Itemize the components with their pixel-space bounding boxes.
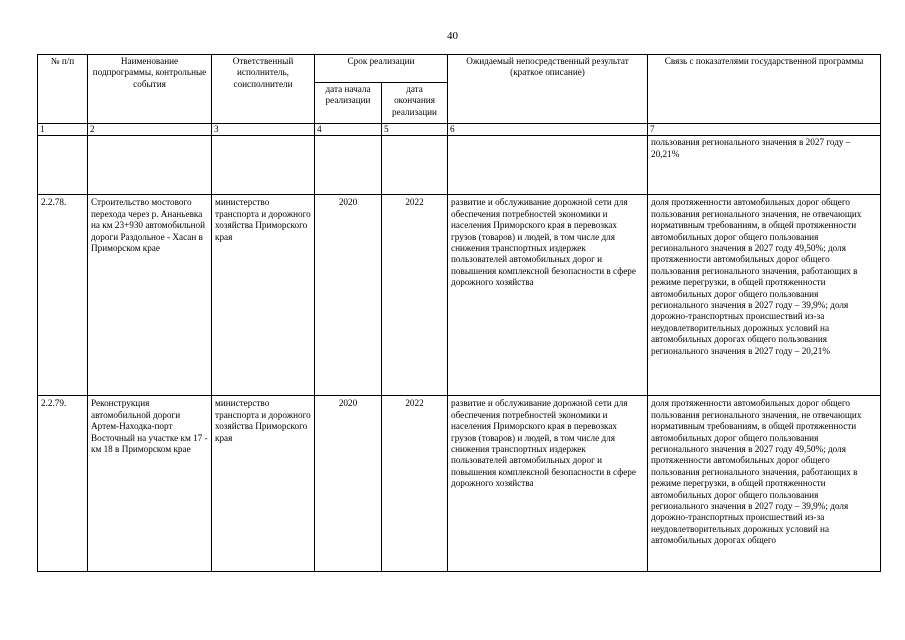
row-number: 2.2.79. bbox=[38, 396, 88, 572]
header-result: Ожидаемый непосредственный результат (краткое описание) bbox=[448, 55, 648, 124]
table-row bbox=[38, 195, 881, 396]
row-executor: министерство транспорта и дорожного хозяйства Приморского края bbox=[212, 396, 315, 572]
column-index: 4 bbox=[315, 124, 382, 136]
row-end-year: 2022 bbox=[382, 195, 448, 396]
continuation-cell bbox=[448, 136, 648, 195]
continuation-cell bbox=[38, 136, 88, 195]
column-index: 2 bbox=[88, 124, 212, 136]
page-number: 40 bbox=[447, 30, 458, 42]
continuation-row bbox=[38, 136, 881, 195]
column-index: 3 bbox=[212, 124, 315, 136]
row-name: Строительство мостового перехода через р. Ананьевка на км 23+930 автомобильной дороги Раздольное - Хасан в Приморском крае bbox=[88, 195, 212, 396]
continuation-cell bbox=[315, 136, 382, 195]
column-index: 7 bbox=[648, 124, 881, 136]
continuation-cell bbox=[382, 136, 448, 195]
row-indicators: доля протяженности автомобильных дорог общего пользования регионального значения, не отвечающих нормативным требованиям, в общей протяженности автомобильных дорог общего пользования регионального значения в 2027 году 49,50%; доля протяженности автомобильных дорог общего пользования регионального значения, работающих в режиме перегрузки, в общей протяженности автомобильных дорог общего пользования регионального значения в 2027 году – 39,9%; доля дорожно-транспортных происшествий из-за неудовлетворительных дорожных условий на автомобильных дорогах общего пользования регионального значения в 2027 году – 20,21% bbox=[648, 195, 881, 396]
continuation-cell bbox=[212, 136, 315, 195]
row-end-year: 2022 bbox=[382, 396, 448, 572]
row-number: 2.2.78. bbox=[38, 195, 88, 396]
column-index: 1 bbox=[38, 124, 88, 136]
header-indicators: Связь с показателями государственной программы bbox=[648, 55, 881, 124]
header-number: № п/п bbox=[38, 55, 88, 124]
program-table bbox=[37, 54, 881, 572]
row-start-year: 2020 bbox=[315, 195, 382, 396]
row-result: развитие и обслуживание дорожной сети для обеспечения потребностей экономики и населения Приморского края в перевозках грузов (товаров) и людей, в том числе для снижения транспортных издержек пользователей автомобильных дорог и повышения комплексной безопасности в сфере дорожного хозяйства bbox=[448, 195, 648, 396]
column-index: 5 bbox=[382, 124, 448, 136]
header-start-date: дата начала реализации bbox=[315, 83, 382, 124]
table-row bbox=[38, 396, 881, 572]
header-executor: Ответственный исполнитель, соисполнители bbox=[212, 55, 315, 124]
continuation-cell bbox=[88, 136, 212, 195]
row-result: развитие и обслуживание дорожной сети для обеспечения потребностей экономики и населения Приморского края в перевозках грузов (товаров) и людей, в том числе для снижения транспортных издержек пользователей автомобильных дорог и повышения комплексной безопасности в сфере дорожного хозяйства bbox=[448, 396, 648, 572]
row-indicators: доля протяженности автомобильных дорог общего пользования регионального значения, не отвечающих нормативным требованиям, в общей протяженности автомобильных дорог общего пользования регионального значения в 2027 году 49,50%; доля протяженности автомобильных дорог общего пользования регионального значения, работающих в режиме перегрузки, в общей протяженности автомобильных дорог общего пользования регионального значения в 2027 году – 39,9%; доля дорожно-транспортных происшествий из-за неудовлетворительных дорожных условий на автомобильных дорогах общего bbox=[648, 396, 881, 572]
row-name: Реконструкция автомобильной дороги Артем-Находка-порт Восточный на участке км 17 - км 18 в Приморском крае bbox=[88, 396, 212, 572]
row-executor: министерство транспорта и дорожного хозяйства Приморского края bbox=[212, 195, 315, 396]
column-index-row bbox=[38, 124, 881, 136]
header-row-top bbox=[38, 55, 881, 83]
column-index: 6 bbox=[448, 124, 648, 136]
continuation-indicators: пользования регионального значения в 2027 году – 20,21% bbox=[648, 136, 881, 195]
row-start-year: 2020 bbox=[315, 396, 382, 572]
header-name: Наименование подпрограммы, контрольные события bbox=[88, 55, 212, 124]
header-end-date: дата окончания реализации bbox=[382, 83, 448, 124]
header-period: Срок реализации bbox=[315, 55, 448, 83]
